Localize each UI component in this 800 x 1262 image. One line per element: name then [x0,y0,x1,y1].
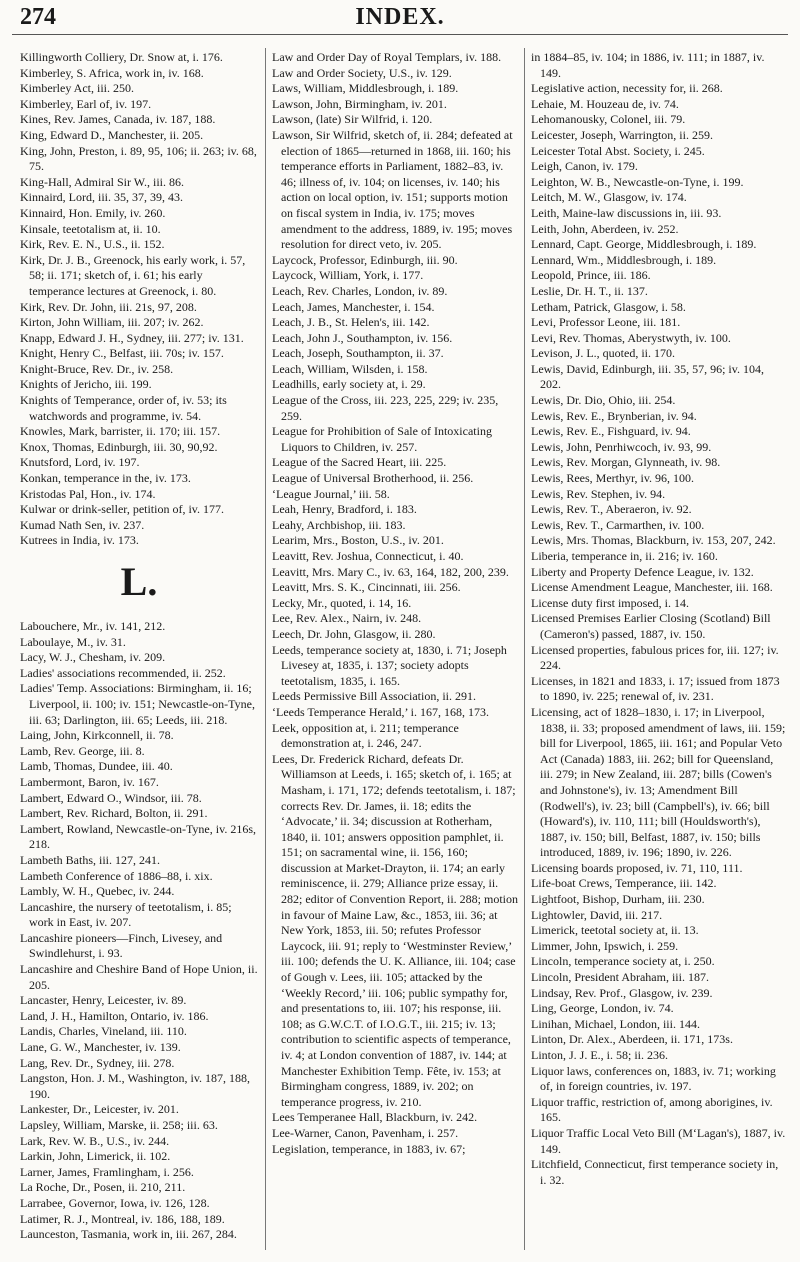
index-entry: Lincoln, President Abraham, iii. 187. [531,970,709,985]
column-divider [265,48,266,1250]
index-entry: Lawson, (late) Sir Wilfrid, i. 120. [272,112,433,127]
index-entry: Leavitt, Mrs. S. K., Cincinnati, iii. 256. [272,580,461,595]
index-entry: Legislative action, necessity for, ii. 268. [531,81,723,96]
index-entry: Licenses, in 1821 and 1833, i. 17; issued from 1873 to 1890, iv. 225; renewal of, iv. 231. [531,673,780,704]
index-entry: Knutsford, Lord, iv. 197. [20,455,140,470]
index-entry: Larkin, John, Limerick, ii. 102. [20,1149,171,1164]
index-entry: Leeds, temperance society at, 1830, i. 71; Joseph Livesey at, 1835, i. 137; society adopts teetotalism, 1835, i. 165. [272,642,507,688]
index-entry: Levi, Rev. Thomas, Aberystwyth, iv. 100. [531,330,731,345]
index-entry: Leith, John, Aberdeen, iv. 252. [531,221,679,236]
index-entry: Kimberley, S. Africa, work in, iv. 168. [20,65,204,80]
index-entry: Kinnaird, Lord, iii. 35, 37, 39, 43. [20,190,183,205]
index-entry: Leech, Dr. John, Glasgow, ii. 280. [272,626,436,641]
index-entry: Lee-Warner, Canon, Pavenham, i. 257. [272,1125,459,1140]
index-entry: King, Edward D., Manchester, ii. 205. [20,127,204,142]
section-letter: L. [120,559,158,604]
index-column-2 [272,50,518,1157]
index-entry: Lark, Rev. W. B., U.S., iv. 244. [20,1133,170,1148]
index-entry: Lewis, Rev. Morgan, Glynneath, iv. 98. [531,455,721,470]
index-entry: Kristodas Pal, Hon., iv. 174. [20,486,156,501]
index-entry: Lee, Rev. Alex., Nairn, iv. 248. [272,611,422,626]
index-entry: Kumad Nath Sen, iv. 237. [20,517,145,532]
index-entry: Litchfield, Connecticut, first temperance society in, i. 32. [531,1157,779,1187]
index-entry: Kutrees in India, iv. 173. [20,533,139,548]
index-entry: Leeds Permissive Bill Association, ii. 291. [272,689,476,704]
index-entry: Leighton, W. B., Newcastle-on-Tyne, i. 199. [531,174,744,189]
page-header [12,4,788,34]
index-entry: Lambert, Rowland, Newcastle-on-Tyne, iv. 216s, 218. [20,821,256,852]
index-entry: Kinnaird, Hon. Emily, iv. 260. [20,205,166,220]
index-entry: Lewis, Rev. E., Brynberian, iv. 94. [531,408,697,423]
index-entry: Lambeth Baths, iii. 127, 241. [20,852,160,867]
index-entry: Leslie, Dr. H. T., ii. 137. [531,283,648,298]
index-entry: Launceston, Tasmania, work in, iii. 267, 284. [20,1227,237,1242]
index-entry: Leach, William, Wilsden, i. 158. [272,361,428,376]
index-entry: Lees Temperanee Hall, Blackburn, iv. 242. [272,1110,478,1125]
index-entry: Lehomanousky, Colonel, iii. 79. [531,112,686,127]
index-entry: Kirk, Rev. E. N., U.S., ii. 152. [20,237,165,252]
index-entry: Lamb, Rev. George, iii. 8. [20,743,145,758]
index-entry: Langston, Hon. J. M., Washington, iv. 187, 188, 190. [20,1071,251,1101]
index-entry: Learim, Mrs., Boston, U.S., iv. 201. [272,533,444,548]
index-entry: Leach, Rev. Charles, London, iv. 89. [272,283,448,298]
index-entry: Kimberley Act, iii. 250. [20,81,134,96]
index-entry: Linton, J. J. E., i. 58; ii. 236. [531,1048,669,1062]
index-entry: Kimberley, Earl of, iv. 197. [20,96,152,111]
index-entry: Knox, Thomas, Edinburgh, iii. 30, 90,92. [20,439,218,454]
index-entry: Limerick, teetotal society at, ii. 13. [531,923,699,938]
index-entry: Konkan, temperance in the, iv. 173. [20,471,191,486]
index-entry: Lamb, Thomas, Dundee, iii. 40. [20,759,173,774]
index-entry: Lambermont, Baron, iv. 167. [20,774,159,789]
index-entry: Leahy, Archbishop, iii. 183. [272,517,406,532]
index-entry: Lennard, Wm., Middlesbrough, i. 189. [531,252,717,267]
index-entry: Lane, G. W., Manchester, iv. 139. [20,1040,181,1055]
index-entry: Laycock, Professor, Edinburgh, iii. 90. [272,252,458,267]
index-entry: Kulwar or drink-seller, petition of, iv. 177. [20,502,225,517]
index-entry: Leach, Joseph, Southampton, ii. 37. [272,346,444,361]
index-entry: Lambly, W. H., Quebec, iv. 244. [20,884,175,899]
index-entry: Laws, William, Middlesbrough, i. 189. [272,81,459,96]
index-entry: Linton, Dr. Alex., Aberdeen, ii. 171, 173s. [531,1032,733,1047]
index-entry: Lehaie, M. Houzeau de, iv. 74. [531,96,679,111]
index-entry: Kines, Rev. James, Canada, iv. 187, 188. [20,112,216,127]
index-entry: Leavitt, Rev. Joshua, Connecticut, i. 40. [272,549,464,563]
index-entry: Laycock, William, York, i. 177. [272,268,424,283]
index-entry: King-Hall, Admiral Sir W., iii. 86. [20,174,184,189]
index-entry: Lecky, Mr., quoted, i. 14, 16. [272,595,412,610]
index-entry: League of the Sacred Heart, iii. 225. [272,455,447,470]
index-entry: Leicester Total Abst. Society, i. 245. [531,143,705,158]
index-entry: Lewis, David, Edinburgh, iii. 35, 57, 96; iv. 104, 202. [531,361,764,392]
index-entry: Leopold, Prince, iii. 186. [531,268,651,283]
index-entry: Licensing, act of 1828–1830, i. 17; in Liverpool, 1838, ii. 33; proposed amendment of laws, iii. 159; bill for Liverpool, 1865, iii. 161; and Popular Veto Act (Canada) 1883, iii. 262; bill for Queensland, iii. 279; in New Zealand, iii. 287; bills (Cowen's and Johnstone's), iv. 13; Amendment Bill (Rodwell's), iv. 23; bill (Campbell's), iv. 66; bill (Howard's), iv. 110, 111; bill (Houldsworth's), 1887, iv. 150; bill, Belfast, 1887, iv. 150; bills introduced, 1889, iv. 196; 1890, iv. 226. [531,704,786,860]
index-entry: Lambeth Conference of 1886–88, i. xix. [20,868,213,883]
index-entry: Land, J. H., Hamilton, Ontario, iv. 186. [20,1008,209,1023]
index-entry: Leek, opposition at, i. 211; temperance demonstration at, i. 246, 247. [272,720,459,751]
index-entry: Linihan, Michael, London, iii. 144. [531,1016,700,1031]
index-entry: Leach, James, Manchester, i. 154. [272,299,435,314]
index-entry: Knight-Bruce, Rev. Dr., iv. 258. [20,361,174,376]
index-column-1 [20,50,258,1243]
index-entry: Lees, Dr. Frederick Richard, defeats Dr. Williamson at Leeds, i. 165; sketch of, i. 165; at Masham, i. 171, 172; defends teetotalism, i. 187; corrects Rev. Dr. James, ii. 18; edits the ‘Advocate,’ ii. 34; discussion at Rotherham, 1840, ii. 101; answers opposition pamphlet, ii. 151; on sacramental wine, ii. 156, 160; discussion at Market-Drayton, ii. 174; an early reminiscence, ii. 279; Alliance prize essay, ii. 282; editor of Convention Report, ii. 288; motion in favour of Maine Law, &c., 1853, iii. 36; at New York, 1853, iii. 50; refutes Professor Laycock, iii. 91; reply to ‘Westminster Review,’ iii. 100; defends the U. K. Alliance, iii. 104; case of Gough v. Lees, iii. 105; attacked by the ‘Weekly Record,’ iii. 106; public sympathy for, and presentations to, iii. 107; his response, iii. 108; as G.W.C.T. of I.O.G.T., iii. 215; iv. 13; contribution to scientific aspects of temperance, iv. 4; at London convention of 1887, iv. 144; at Manchester Exhibition Temp. Fête, iv. 153; at Birmingham congress, 1889, iv. 202; on temperance progress, iv. 210. [272,751,518,1109]
index-entry: Lindsay, Rev. Prof., Glasgow, iv. 239. [531,985,713,1000]
index-entry: Lightfoot, Bishop, Durham, iii. 230. [531,892,705,907]
index-entry: Limmer, John, Ipswich, i. 259. [531,938,679,953]
index-entry: Landis, Charles, Vineland, iii. 110. [20,1024,187,1039]
index-entry: Larrabee, Governor, Iowa, iv. 126, 128. [20,1195,210,1210]
index-entry: Levi, Professor Leone, iii. 181. [531,315,681,330]
index-entry: Ladies' Temp. Associations: Birmingham, ii. 16; Liverpool, ii. 100; iv. 151; Newcastle-on-Tyne, iii. 63; Darlington, iii. 65; Leeds, iii. 218. [20,681,255,727]
index-entry: Knight, Henry C., Belfast, iii. 70s; iv. 157. [20,346,224,361]
index-entry: Legislation, temperance, in 1883, iv. 67; [272,1141,466,1156]
index-entry: Lambert, Edward O., Windsor, iii. 78. [20,790,202,805]
index-entry: Lewis, Mrs. Thomas, Blackburn, iv. 153, 207, 242. [531,533,776,548]
index-entry: League of the Cross, iii. 223, 225, 229; iv. 235, 259. [272,393,499,423]
index-entry: Laboulaye, M., iv. 31. [20,634,126,649]
index-entry: Killingworth Colliery, Dr. Snow at, i. 176. [20,50,223,64]
page-title: INDEX. [355,4,445,30]
index-entry: Lincoln, temperance society at, i. 250. [531,954,715,969]
index-entry: Leitch, M. W., Glasgow, iv. 174. [531,190,687,205]
header-rule [12,34,788,35]
index-column-3 [531,50,787,1188]
index-entry: ‘Leeds Temperance Herald,’ i. 167, 168, 173. [272,704,489,719]
index-entry: Liquor traffic, restriction of, among aborigines, iv. 165. [531,1094,773,1125]
index-entry: Leach, J. B., St. Helen's, iii. 142. [272,315,430,330]
index-entry: Leah, Henry, Bradford, i. 183. [272,502,417,517]
index-entry: Knapp, Edward J. H., Sydney, iii. 277; iv. 131. [20,330,244,345]
index-entry: Licensing boards proposed, iv. 71, 110, 111. [531,860,743,875]
index-entry: Lewis, John, Penrhiwcoch, iv. 93, 99. [531,439,712,454]
index-entry: Ling, George, London, iv. 74. [531,1001,674,1016]
index-entry: Ladies' associations recommended, ii. 252. [20,665,226,680]
index-entry: Latimer, R. J., Montreal, iv. 186, 188, 189. [20,1211,225,1226]
index-entry: Leith, Maine-law discussions in, iii. 93. [531,205,722,220]
index-entry: Labouchere, Mr., iv. 141, 212. [20,619,166,633]
index-entry: Lightowler, David, iii. 217. [531,907,663,922]
index-entry: Life-boat Crews, Temperance, iii. 142. [531,876,717,891]
index-entry: Lancaster, Henry, Leicester, iv. 89. [20,993,187,1008]
index-entry: Lambert, Rev. Richard, Bolton, ii. 291. [20,806,208,821]
index-entry: Liberia, temperance in, ii. 216; iv. 160. [531,549,718,563]
index-entry: Lawson, Sir Wilfrid, sketch of, ii. 284; defeated at election of 1865—returned in 1868, iii. 160; his temperance efforts in Parliament, 1882–83, iv. 46; illness of, iv. 104; on licenses, iv. 140; his action on local option, iv. 151; supports motion on fiscal system in India, iv. 175; moves amendment to the address, 1889, iv. 195; moves resolution for direct veto, iv. 205. [272,127,513,252]
index-entry: Lancashire and Cheshire Band of Hope Union, ii. 205. [20,962,258,992]
index-entry: Licensed properties, fabulous prices for, iii. 127; iv. 224. [531,642,779,673]
index-entry: Licensed Premises Earlier Closing (Scotland) Bill (Cameron's) passed, 1887, iv. 150. [531,611,771,641]
index-entry: in 1884–85, iv. 104; in 1886, iv. 111; in 1887, iv. 149. [531,50,765,80]
index-entry: Larner, James, Framlingham, i. 256. [20,1164,194,1179]
index-entry: La Roche, Dr., Posen, ii. 210, 211. [20,1180,186,1195]
index-entry: Leavitt, Mrs. Mary C., iv. 63, 164, 182, 200, 239. [272,564,509,579]
index-entry: Kirk, Dr. J. B., Greenock, his early work, i. 57, 58; ii. 171; sketch of, i. 61; his early temperance lectures at Greenock, i. 80. [20,252,246,298]
index-entry: Lapsley, William, Marske, ii. 258; iii. 63. [20,1118,218,1132]
index-entry: ‘League Journal,’ iii. 58. [272,486,390,501]
index-entry: Lennard, Capt. George, Middlesbrough, i. 189. [531,237,757,252]
index-entry: Lewis, Rev. E., Fishguard, iv. 94. [531,424,691,439]
index-entry: Kirk, Rev. Dr. John, iii. 21s, 97, 208. [20,299,197,314]
index-entry: King, John, Preston, i. 89, 95, 106; ii. 263; iv. 68, 75. [20,143,257,174]
index-entry: Lawson, John, Birmingham, iv. 201. [272,96,447,111]
index-entry: Leicester, Joseph, Warrington, ii. 259. [531,127,713,142]
index-entry: Knights of Jericho, iii. 199. [20,377,152,392]
index-entry: Lankester, Dr., Leicester, iv. 201. [20,1102,179,1117]
index-entry: Law and Order Society, U.S., iv. 129. [272,65,452,80]
index-entry: Lacy, W. J., Chesham, iv. 209. [20,650,166,665]
index-entry: Lewis, Rees, Merthyr, iv. 96, 100. [531,471,695,486]
index-entry: Lewis, Rev. T., Carmarthen, iv. 100. [531,517,705,532]
index-entry: Lewis, Dr. Dio, Ohio, iii. 254. [531,393,676,408]
index-entry: Letham, Patrick, Glasgow, i. 58. [531,299,686,314]
page-number: 274 [20,4,56,30]
index-entry: Levison, J. L., quoted, ii. 170. [531,346,675,361]
index-entry: Lancashire, the nursery of teetotalism, i. 85; work in East, iv. 207. [20,899,232,930]
index-entry: Leigh, Canon, iv. 179. [531,159,638,174]
index-entry: Lewis, Rev. T., Aberaeron, iv. 92. [531,502,692,517]
index-entry: Liquor Traffic Local Veto Bill (M‘Lagan's), 1887, iv. 149. [531,1125,786,1156]
index-entry: Leach, John J., Southampton, iv. 156. [272,330,453,345]
index-entry: Kirton, John William, iii. 207; iv. 262. [20,315,204,330]
index-entry: Lancashire pioneers—Finch, Livesey, and Swindlehurst, i. 93. [20,930,223,961]
index-entry: Kinsale, teetotalism at, ii. 10. [20,221,161,236]
index-entry: Liquor laws, conferences on, 1883, iv. 71; working of, in foreign countries, iv. 197. [531,1063,776,1094]
index-entry: Lang, Rev. Dr., Sydney, iii. 278. [20,1055,175,1070]
index-entry: Leadhills, early society at, i. 29. [272,377,426,392]
index-entry: League of Universal Brotherhood, ii. 256. [272,471,474,486]
index-entry: Knowles, Mark, barrister, ii. 170; iii. 157. [20,424,221,439]
index-entry: League for Prohibition of Sale of Intoxicating Liquors to Children, iv. 257. [272,424,492,454]
index-entry: Knights of Temperance, order of, iv. 53; its watchwords and programme, iv. 54. [20,393,227,423]
index-entry: License Amendment League, Manchester, iii. 168. [531,580,773,595]
index-entry: Lewis, Rev. Stephen, iv. 94. [531,486,666,501]
index-entry: Law and Order Day of Royal Templars, iv. 188. [272,50,502,64]
index-entry: License duty first imposed, i. 14. [531,595,689,610]
column-divider [524,48,525,1250]
index-entry: Liberty and Property Defence League, iv. 132. [531,564,754,579]
index-entry: Laing, John, Kirkconnell, ii. 78. [20,728,174,743]
